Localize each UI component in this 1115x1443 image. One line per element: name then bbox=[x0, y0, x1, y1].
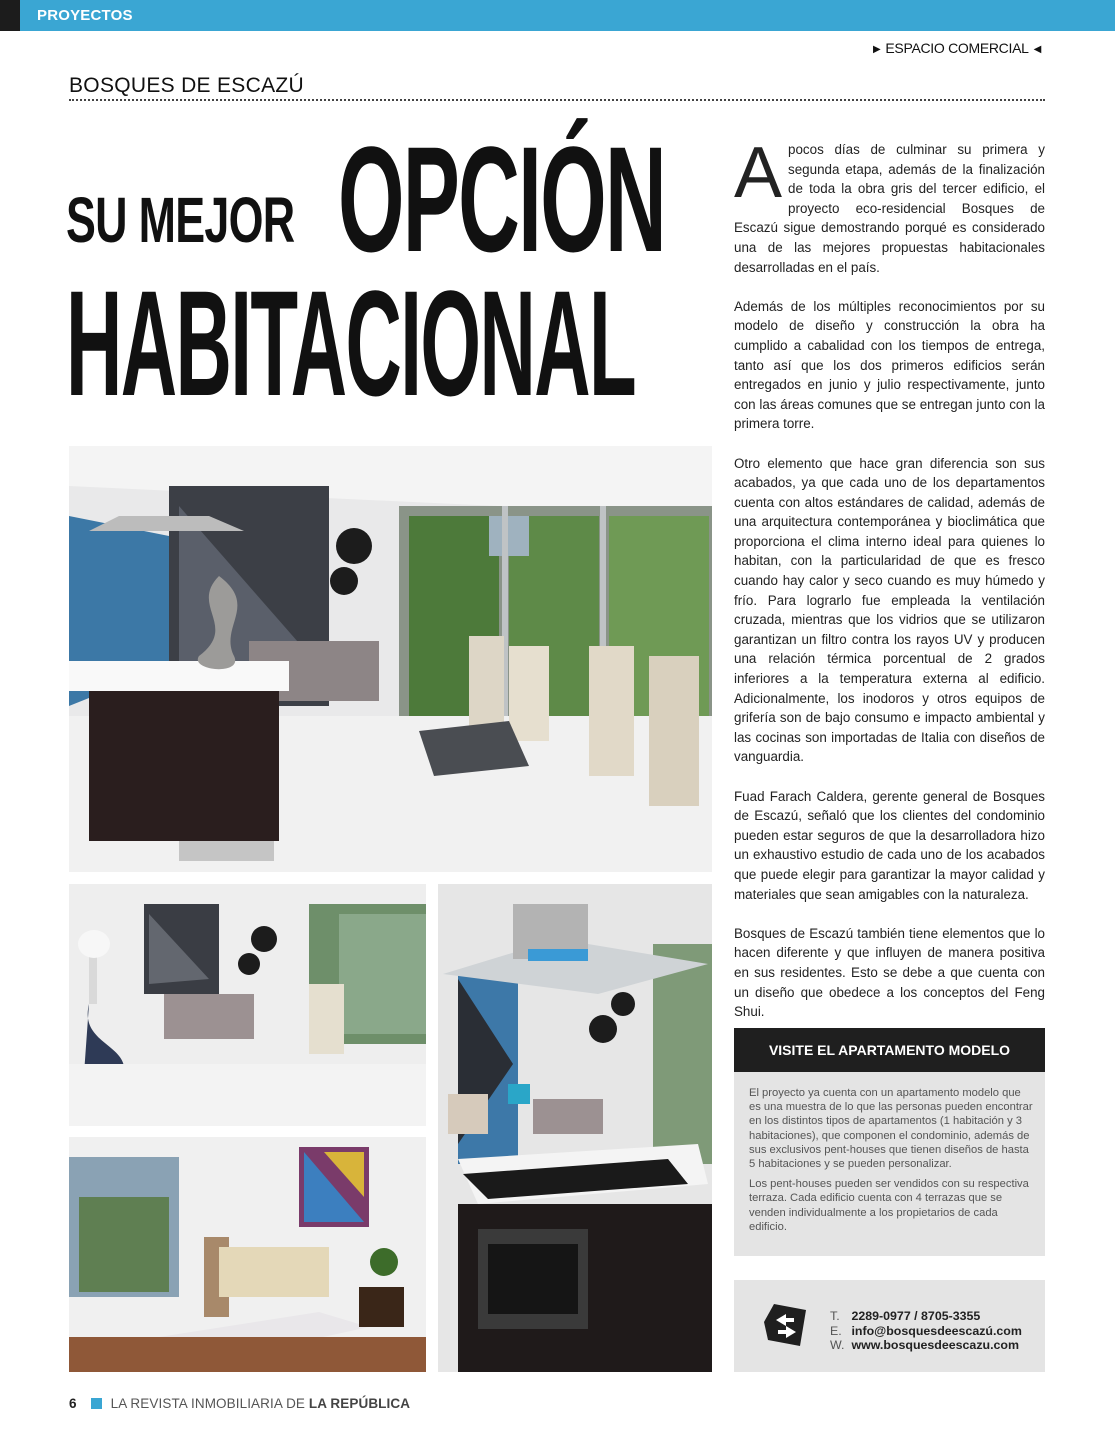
footer-brand: LA REPÚBLICA bbox=[308, 1396, 411, 1411]
article-body bbox=[734, 133, 1045, 1041]
paragraph-4: Fuad Farach Caldera, gerente general de Bosques de Escazú, señaló que los clientes del condominio pueden estar seguros de que la desarrolladora hizo un exhaustivo estudio de cada uno de los acabados que puede elegir para garantizar la mayor calidad y materiales que sean amigables con la naturaleza. bbox=[734, 788, 1045, 902]
contact-phone[interactable]: 2289-0977 / 8705-3355 bbox=[851, 1309, 981, 1323]
paragraph-3: Otro elemento que hace gran diferencia son sus acabados, ya que cada uno de los departamentos cuenta con altos estándares de calidad, además de una arquitectura contemporánea y bioclimática que proporciona el clima interno ideal para quienes lo habitan, con la particularidad de que es fresco cuando hay calor y seco cuando es muy húmedo y frío. Para lograrlo fue empleada la ventilación cruzada, mientras que los vidrios que se utilizaron garantizan un filtro contra los rayos UV y producen una relación térmica porcentual de 2 grados inferiores a la temperatura externa al edificio. Adicionalmente, los inodoros y otros equipos de grifería son de bajo consumo e impacto ambiental y las cocinas son importadas de Italia con diseños de vanguardia. bbox=[734, 455, 1045, 765]
category-tag bbox=[868, 40, 1046, 56]
top-bar-tab bbox=[0, 0, 20, 31]
section-label: PROYECTOS bbox=[37, 7, 133, 24]
headline-line2: HABITACIONAL bbox=[66, 259, 636, 427]
page-number: 6 bbox=[69, 1396, 77, 1411]
paragraph-2: Además de los múltiples reconocimientos por su modelo de diseño y construcción la obra ha cumplido a cabalidad con los tiempos de entrega, tanto así que los dos primeros edificios serán entregados en junio y julio respectivamente, junto con las áreas comunes que se entregan junto con la primera torre. bbox=[734, 298, 1045, 432]
photo-living-room bbox=[69, 884, 426, 1126]
contact-email[interactable]: info@bosquesdeescazú.com bbox=[851, 1323, 1022, 1338]
paragraph-1 bbox=[734, 133, 1045, 277]
exchange-arrows-icon bbox=[760, 1300, 810, 1350]
triangle-right-icon: ▶ bbox=[872, 44, 881, 55]
web-key: W. bbox=[830, 1338, 845, 1352]
photo-bedroom bbox=[69, 1137, 426, 1372]
sidebar-title: VISITE EL APARTAMENTO MODELO bbox=[768, 1042, 1011, 1058]
contact-phone-row bbox=[830, 1309, 1022, 1324]
dotted-divider bbox=[69, 99, 1045, 101]
headline-big-word: OPCIÓN bbox=[338, 115, 666, 283]
footer-square bbox=[91, 1398, 102, 1409]
kicker: BOSQUES DE ESCAZÚ bbox=[69, 74, 304, 97]
phone-key: T. bbox=[830, 1309, 840, 1323]
triangle-left-icon: ◀ bbox=[1033, 44, 1041, 55]
photo-kitchen bbox=[438, 884, 712, 1372]
sidebar-header bbox=[734, 1028, 1045, 1072]
page-footer bbox=[69, 1396, 410, 1411]
drop-cap: A bbox=[734, 133, 783, 213]
contact-box bbox=[734, 1280, 1045, 1372]
email-key: E. bbox=[830, 1323, 842, 1338]
sidebar-paragraph-2: Los pent-houses pueden ser vendidos con su respectiva terraza. Cada edificio cuenta con 4 terrazas que se venden individualmente a los propietarios de cada edificio. bbox=[749, 1178, 1029, 1233]
footer-text: LA REVISTA INMOBILIARIA DE bbox=[110, 1396, 309, 1411]
paragraph-5: Bosques de Escazú también tiene elementos que lo hacen diferente y que influyen de manera positiva en sus residentes. Esto se debe a que cuenta con un diseño que obedece a los conceptos del Feng Shui. bbox=[734, 925, 1045, 1020]
photo-living-kitchen bbox=[69, 446, 712, 872]
category-label: ESPACIO COMERCIAL bbox=[885, 40, 1029, 56]
paragraph-1-text: pocos días de culminar su primera y segunda etapa, además de la finalización de toda la obra gris del tercer edificio, el proyecto eco-residencial Bosques de Escazú sigue demostrando porqué es considerado una de las mejores propuestas habitacionales desarrolladas en el país. bbox=[734, 142, 1045, 275]
contact-email-row bbox=[830, 1324, 1022, 1339]
sidebar-paragraph-1: El proyecto ya cuenta con un apartamento modelo que es una muestra de lo que las personas pueden encontrar en los distintos tipos de apartamentos (1 habitación y 3 habitaciones), que componen el condominio, además de sus exclusivos pent-houses que tienen diseños de hasta 5 habitaciones y se pueden personalizar. bbox=[749, 1087, 1033, 1171]
contact-web-row bbox=[830, 1338, 1022, 1353]
sidebar-body bbox=[734, 1072, 1045, 1256]
contact-web[interactable]: www.bosquesdeescazu.com bbox=[851, 1338, 1020, 1352]
top-bar bbox=[0, 0, 1115, 31]
headline-line1: SU MEJOR bbox=[66, 184, 295, 256]
